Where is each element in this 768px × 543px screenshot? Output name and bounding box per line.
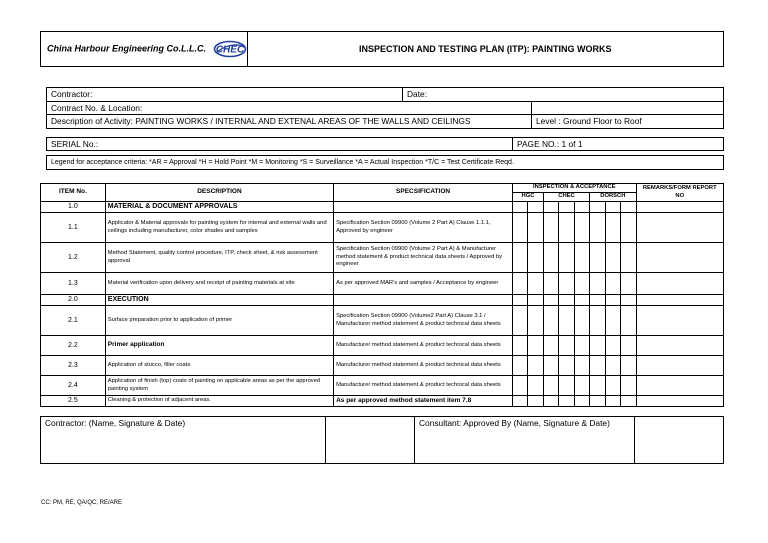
table-row bbox=[41, 336, 724, 356]
table-row bbox=[41, 306, 724, 336]
document-title: INSPECTION AND TESTING PLAN (ITP): PAINTING WORKS bbox=[247, 32, 723, 67]
item-number: 1.0 bbox=[41, 202, 106, 213]
item-specification: As per approved MAR's and samples / Acceptance by engineer bbox=[334, 273, 513, 295]
item-specification: Specification Section 09900 (Volume 2 Part A) & Manufacturer method statement & product technical data sheets / Approved by engineer bbox=[334, 243, 513, 273]
cc-list: CC: PM, RE, QA/QC, RE/ARE bbox=[41, 500, 123, 506]
company-name: China Harbour Engineering Co.L.L.C. bbox=[47, 43, 207, 54]
item-number: 2.3 bbox=[41, 356, 106, 376]
item-number: 1.1 bbox=[41, 213, 106, 243]
serial-table bbox=[46, 137, 724, 151]
inspection-header: INSPECTION & ACCEPTANCE bbox=[513, 184, 636, 193]
item-description: Material verification upon delivery and receipt of painting materials at site bbox=[105, 273, 333, 295]
item-number: 1.2 bbox=[41, 243, 106, 273]
specification-header: SPECSIFICATION bbox=[334, 184, 513, 202]
company-cell bbox=[41, 32, 248, 67]
signature-blank bbox=[326, 417, 415, 464]
item-number: 1.3 bbox=[41, 273, 106, 295]
item-no-header: ITEM No. bbox=[41, 184, 106, 202]
table-row bbox=[41, 213, 724, 243]
legend-table bbox=[46, 155, 724, 170]
level-field: Level : Ground Floor to Roof bbox=[532, 115, 724, 129]
item-specification bbox=[334, 295, 513, 306]
table-row bbox=[41, 243, 724, 273]
table-row bbox=[41, 396, 724, 407]
item-number: 2.5 bbox=[41, 396, 106, 407]
header-table bbox=[40, 31, 724, 67]
contractor-field: Contractor: bbox=[47, 88, 403, 102]
activity-description-field: Description of Activity: PAINTING WORKS / INTERNAL AND EXTENAL AREAS OF THE WALLS AND CEILINGS bbox=[47, 115, 532, 129]
item-description: Cleaning & protection of adjacent areas. bbox=[105, 396, 333, 407]
item-specification bbox=[334, 202, 513, 213]
table-row bbox=[41, 356, 724, 376]
contract-extra-field bbox=[532, 101, 724, 115]
dorsch-header: DORSCH bbox=[590, 193, 636, 202]
description-header: DESCRIPTION bbox=[105, 184, 333, 202]
signature-table bbox=[40, 416, 724, 464]
item-description: EXECUTION bbox=[105, 295, 333, 306]
chec-header: CHEC bbox=[543, 193, 589, 202]
chec-logo bbox=[213, 40, 247, 58]
serial-field: SERIAL No.: bbox=[47, 138, 513, 151]
item-description: Method Statement, quality control procedure, ITP, check sheet, & risk assessment approval bbox=[105, 243, 333, 273]
table-row bbox=[41, 376, 724, 396]
item-number: 2.0 bbox=[41, 295, 106, 306]
contract-location-field: Contract No. & Location: bbox=[47, 101, 532, 115]
date-field: Date: bbox=[403, 88, 724, 102]
item-specification: Specification Section 09900 (Volume 2 Part A) Clause 1.1.1, Approved by engineer bbox=[334, 213, 513, 243]
table-row bbox=[41, 202, 724, 213]
itp-table bbox=[40, 183, 724, 407]
svg-text:CHEC: CHEC bbox=[215, 44, 244, 56]
contractor-signature: Contractor: (Name, Signature & Date) bbox=[41, 417, 326, 464]
item-specification: Manufacturer method statement & product technical data sheets bbox=[334, 356, 513, 376]
item-description: Applicator & Material approvals for painting system for internal and external walls and ceilings including manufacturer, color shades and samples bbox=[105, 213, 333, 243]
table-row bbox=[41, 295, 724, 306]
table-row bbox=[41, 273, 724, 295]
item-number: 2.4 bbox=[41, 376, 106, 396]
item-description: Primer application bbox=[105, 336, 333, 356]
item-specification: Manufacturer method statement & product technical data sheets bbox=[334, 336, 513, 356]
info-table bbox=[46, 87, 724, 129]
item-number: 2.2 bbox=[41, 336, 106, 356]
item-description: Application of stucco, filler coats bbox=[105, 356, 333, 376]
item-specification: Specification Section 09900 (Volume2 Part A) Clause 3.1 / Manufacturer method statement & product technical data sheets bbox=[334, 306, 513, 336]
item-description: MATERIAL & DOCUMENT APPROVALS bbox=[105, 202, 333, 213]
page-field: PAGE NO.: 1 of 1 bbox=[513, 138, 724, 151]
legend-text: Legend for acceptance criteria: *AR = Approval *H = Hold Point *M = Monitoring *S = Surveillance *A = Actual Inspection *T/C = Test Certificate Reqd. bbox=[47, 156, 724, 170]
item-specification: As per approved method statement item 7.8 bbox=[334, 396, 513, 407]
remarks-header: REMARKS/FORM REPORT NO bbox=[636, 184, 724, 202]
item-description: Application of finish (top) coats of painting on applicable areas as per the approved painting system bbox=[105, 376, 333, 396]
signature-blank-right bbox=[635, 417, 724, 464]
hgc-header: HGC bbox=[513, 193, 544, 202]
item-specification: Manufacturer method statement & product technical data sheets bbox=[334, 376, 513, 396]
consultant-signature: Consultant: Approved By (Name, Signature & Date) bbox=[415, 417, 635, 464]
item-description: Surface preparation prior to application of primer bbox=[105, 306, 333, 336]
item-number: 2.1 bbox=[41, 306, 106, 336]
